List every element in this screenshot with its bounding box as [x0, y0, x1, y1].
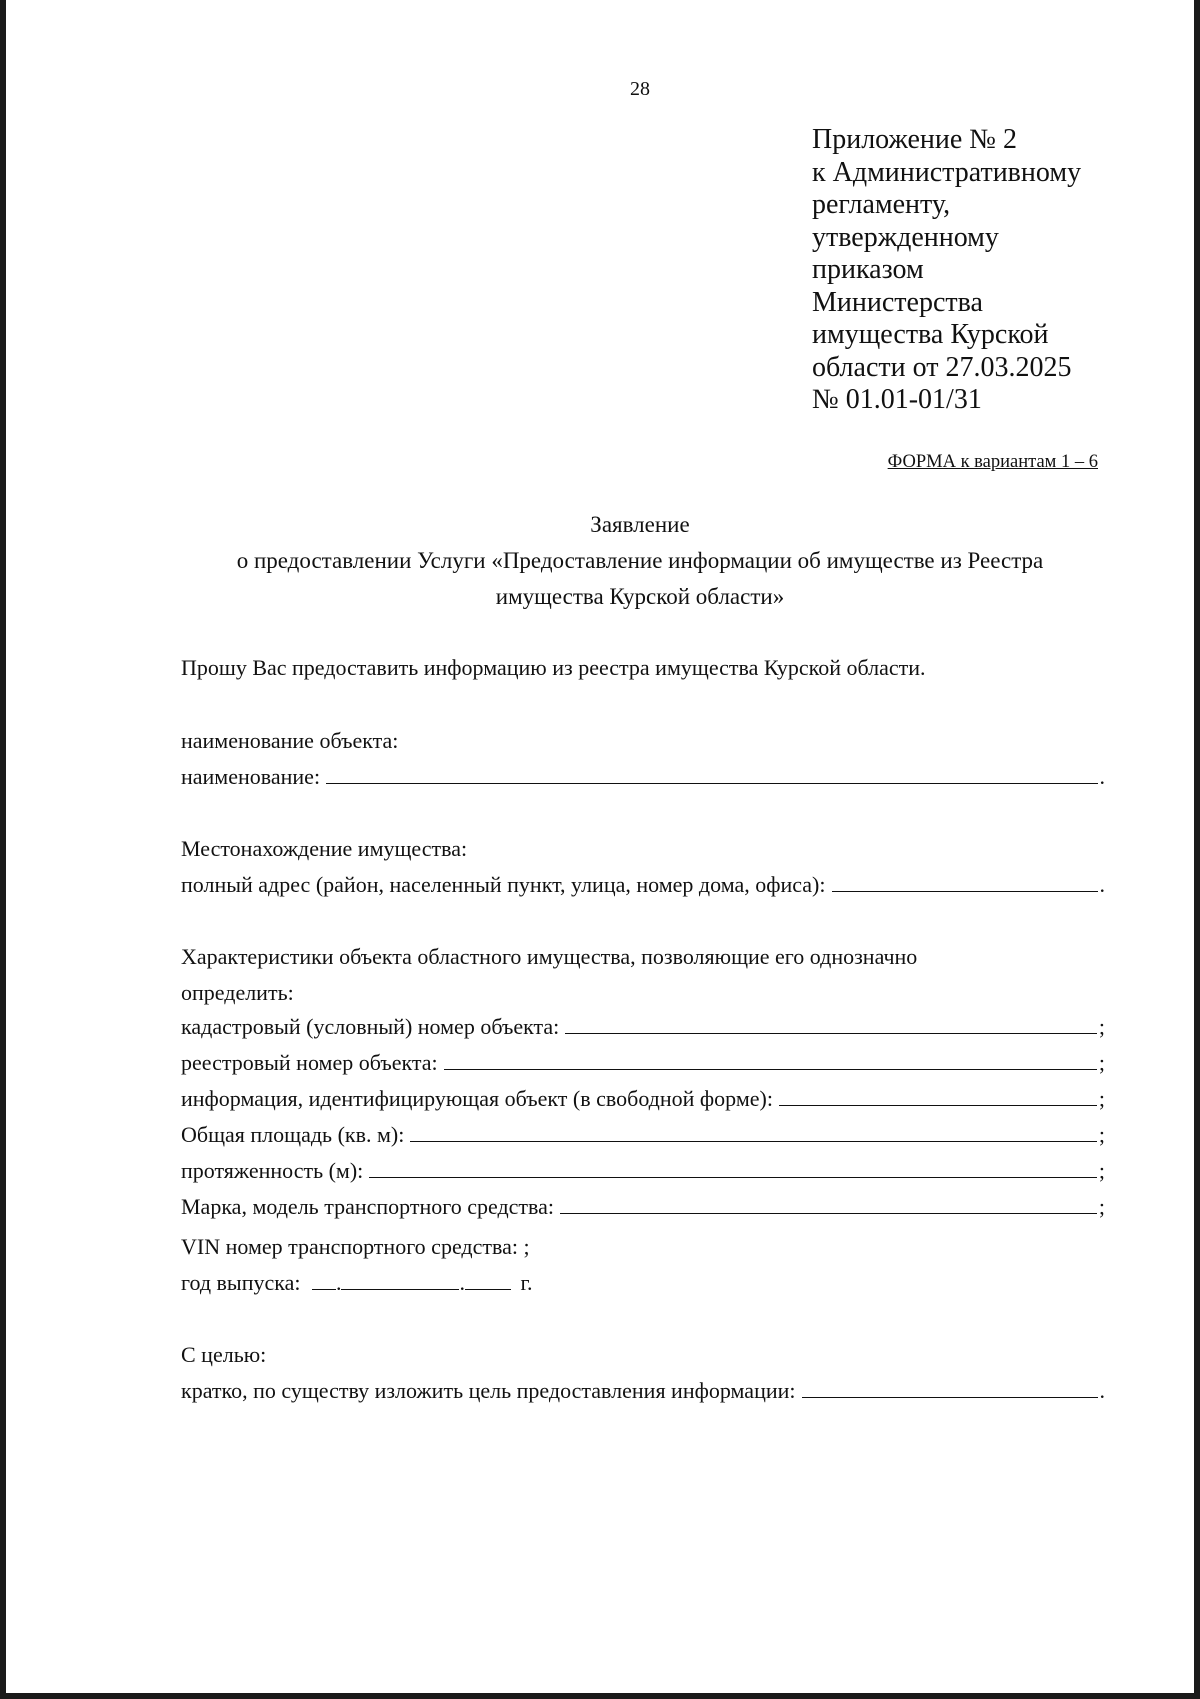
fill-line[interactable] [369, 1176, 1097, 1178]
field-end-mark: . [1099, 1378, 1105, 1403]
field-label: Марка, модель транспортного средства: [181, 1194, 555, 1219]
field-end-mark: ; [1098, 1014, 1105, 1039]
form-reference: ФОРМА к вариантам 1 – 6 [887, 452, 1098, 472]
appendix-line: регламенту, [812, 189, 951, 220]
field-label: Общая площадь (кв. м): [181, 1122, 405, 1147]
address-field[interactable] [181, 868, 1105, 898]
day-blank[interactable] [312, 1288, 336, 1290]
appendix-line: имущества Курской [812, 319, 1049, 350]
field-label: год выпуска: [181, 1270, 301, 1295]
page-number: 28 [630, 78, 650, 100]
request-text: Прошу Вас предоставить информацию из реестра имущества Курской области. [181, 655, 926, 680]
date-separator: . [459, 1270, 465, 1295]
fill-line[interactable] [565, 1032, 1097, 1034]
field-end-mark: . [1099, 872, 1105, 897]
characteristics-header: Характеристики объекта областного имущества, позволяющие его однозначно [181, 944, 918, 969]
registry-number-field[interactable] [181, 1046, 1105, 1076]
fill-line[interactable] [779, 1104, 1097, 1106]
field-end-mark: . [1099, 764, 1105, 789]
fill-line[interactable] [832, 890, 1098, 892]
field-label: полный адрес (район, населенный пункт, улица, номер дома, офиса): [181, 872, 826, 897]
field-end-mark: ; [1098, 1158, 1105, 1183]
identifying-info-field[interactable] [181, 1082, 1105, 1112]
vehicle-model-field[interactable] [181, 1190, 1105, 1220]
appendix-line: Приложение № 2 [812, 124, 1017, 155]
field-label: кадастровый (условный) номер объекта: [181, 1014, 560, 1039]
field-label: наименование: [181, 764, 321, 789]
date-separator: . [335, 1270, 342, 1295]
object-name-header: наименование объекта: [181, 728, 399, 753]
field-end-mark: ; [1098, 1122, 1105, 1147]
appendix-line: Министерства [812, 286, 983, 318]
fill-line[interactable] [444, 1068, 1097, 1070]
length-field[interactable] [181, 1154, 1105, 1184]
document-subtitle-line-2: имущества Курской области» [495, 584, 785, 609]
appendix-block [812, 124, 1102, 417]
document-title: Заявление [590, 512, 690, 537]
object-name-field[interactable] [181, 760, 1105, 790]
scan-border-right [1194, 0, 1200, 1699]
fill-line[interactable] [410, 1140, 1097, 1142]
scan-border-bottom [0, 1693, 1200, 1699]
appendix-line: области от 27.03.2025 [812, 351, 1072, 383]
vin-number-line: VIN номер транспортного средства: ; [181, 1234, 530, 1259]
field-label: протяженность (м): [181, 1158, 364, 1183]
month-blank[interactable] [341, 1288, 459, 1290]
field-end-mark: ; [1098, 1050, 1105, 1075]
total-area-field[interactable] [181, 1118, 1105, 1148]
purpose-header: С целью: [181, 1342, 267, 1367]
cadastral-number-field[interactable] [181, 1010, 1105, 1040]
scan-border-left [0, 0, 6, 1699]
appendix-line: приказом [812, 254, 924, 285]
fill-line[interactable] [560, 1212, 1097, 1214]
field-label: информация, идентифицирующая объект (в свободной форме): [181, 1086, 773, 1111]
characteristics-header-continued: определить: [181, 980, 294, 1005]
release-year-field[interactable] [181, 1270, 533, 1296]
appendix-line: к Административному [812, 156, 1082, 188]
year-suffix: г. [520, 1270, 533, 1295]
year-blank[interactable] [465, 1288, 511, 1290]
field-end-mark: ; [1098, 1194, 1105, 1219]
purpose-field[interactable] [181, 1374, 1105, 1404]
appendix-line: № 01.01-01/31 [812, 384, 982, 415]
location-header: Местонахождение имущества: [181, 836, 468, 861]
document-subtitle-line-1: о предоставлении Услуги «Предоставление информации об имуществе из Реестра [236, 548, 1044, 573]
field-label: реестровый номер объекта: [181, 1050, 438, 1075]
field-end-mark: ; [1098, 1086, 1105, 1111]
fill-line[interactable] [326, 782, 1097, 784]
fill-line[interactable] [802, 1396, 1098, 1398]
appendix-line: утвержденному [812, 221, 999, 253]
field-label: кратко, по существу изложить цель предоставления информации: [181, 1378, 796, 1403]
